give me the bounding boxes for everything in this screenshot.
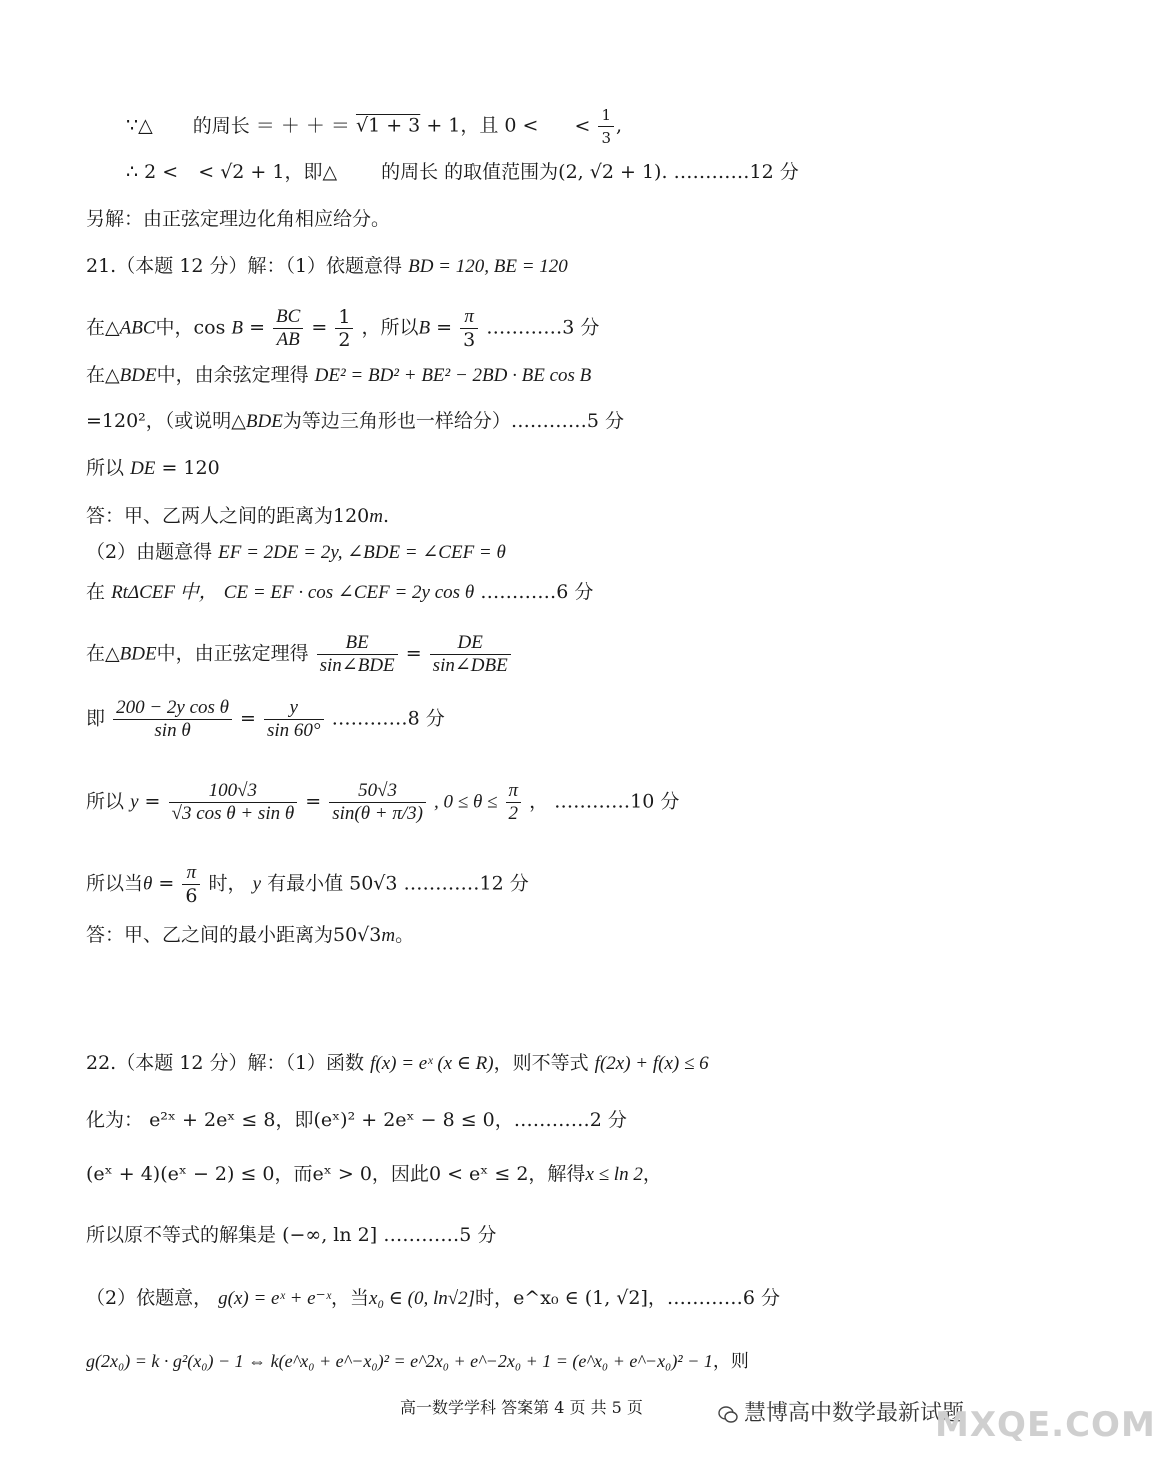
- text: 21.（本题 12 分）解：（1）依题意得: [86, 255, 403, 277]
- text: 的周长 的取值范围为(2, √2 + 1). …………12 分: [381, 161, 799, 183]
- text: 为等边三角形也一样给分）…………5 分: [282, 410, 624, 432]
- text: ，则不等式: [493, 1052, 589, 1074]
- text: =: [311, 316, 328, 339]
- score: ，…………6 分: [647, 1287, 781, 1309]
- fraction: $\frac{BE}{\text{sin∠BDE}}$: [317, 632, 398, 677]
- math: BD = 120, BE = 120: [408, 256, 568, 277]
- fraction: $\frac{BC}{AB}$: [273, 306, 303, 351]
- text: 所以原不等式的解集是: [86, 1224, 277, 1246]
- sine-law-line: [86, 632, 513, 677]
- math: 0 < eˣ ≤ 2: [428, 1163, 529, 1185]
- text: 答：甲、乙两人之间的距离为120: [86, 505, 370, 527]
- part2-setup-line: [86, 539, 506, 566]
- text: 化为：: [86, 1109, 144, 1131]
- text: （2）由题意得: [86, 541, 213, 563]
- text: 在△: [86, 642, 120, 665]
- q22-header: [86, 1050, 709, 1077]
- text: 。: [395, 924, 415, 946]
- text: 中，cos: [155, 316, 226, 339]
- math: Rt: [111, 582, 128, 603]
- text: ∵△: [126, 114, 153, 137]
- text: 在△: [86, 316, 120, 339]
- text: （2）依题意，: [86, 1287, 213, 1309]
- perimeter-line: [126, 104, 622, 149]
- text: =: [249, 316, 265, 339]
- text: < √2 + 1，即△: [198, 161, 338, 183]
- text: =120²，（或说明△: [86, 410, 246, 432]
- math: eˣ > 0: [312, 1163, 372, 1185]
- math: B: [418, 317, 431, 339]
- text: 有最小值 50√3 …………12 分: [267, 872, 529, 895]
- text: ∴ 2 <: [126, 161, 179, 183]
- score: ， …………10 分: [529, 790, 680, 813]
- text: =: [158, 872, 175, 895]
- fraction: $\frac{1}{2}$: [335, 306, 353, 351]
- text: 所以当: [86, 872, 144, 895]
- text: =: [305, 790, 322, 813]
- fraction: $\frac{\pi}{6}$: [182, 862, 200, 907]
- math: CE = EF · cos ∠CEF = 2y cos θ: [223, 582, 475, 603]
- text: 答：甲、乙之间的最小距离为50√3: [86, 924, 382, 946]
- inequality-transform-line: [86, 1107, 627, 1133]
- cosB-line: [86, 306, 599, 351]
- math: B: [231, 317, 244, 339]
- text: ,: [616, 114, 623, 137]
- text: ，而: [274, 1163, 313, 1185]
- y-expression-line: [86, 780, 679, 825]
- equivalence-line: [86, 1348, 749, 1375]
- solution-set-line: [86, 1222, 496, 1248]
- math: DE² = BD² + BE² − 2BD · BE cos B: [314, 365, 592, 386]
- math: x₀ ∈ (0, ln√2]: [369, 1288, 476, 1309]
- equilateral-note-line: [86, 408, 624, 435]
- fraction: $\frac{y}{\sin 60^\circ}$: [264, 697, 324, 742]
- factor-line: [86, 1161, 662, 1188]
- q21-header: [86, 253, 568, 280]
- math: y: [252, 873, 262, 895]
- math: (eˣ + 4)(eˣ − 2) ≤ 0: [86, 1163, 275, 1185]
- text: =: [405, 642, 422, 665]
- part2-g-line: [86, 1285, 780, 1312]
- text: =: [240, 707, 256, 730]
- text: ，所以: [361, 316, 419, 339]
- DE-result-line: [86, 455, 220, 482]
- math: ΔCEF 中，: [127, 582, 218, 603]
- text: =: [436, 316, 453, 339]
- math: m: [369, 506, 384, 527]
- min-value-line: [86, 862, 529, 907]
- fraction: $\frac{1}{3}$: [598, 104, 614, 149]
- text: + 1，且 0 <: [426, 114, 539, 137]
- text: 在△: [86, 364, 120, 386]
- watermark: [718, 1396, 964, 1427]
- math: DE: [130, 458, 156, 479]
- math: f(x) = eˣ (x ∈ R): [370, 1053, 494, 1074]
- text: .: [383, 505, 390, 527]
- text: 时，: [208, 872, 247, 895]
- math: √1 + 3: [355, 114, 421, 137]
- text: ，解得: [528, 1163, 586, 1185]
- fraction: $\frac{50√3}{\sin(\theta + \pi/3)}$: [329, 780, 426, 825]
- perimeter-range-line: [126, 159, 799, 185]
- math: BDE: [119, 365, 157, 386]
- CE-line: [86, 579, 593, 606]
- fraction: $\frac{DE}{\text{sin∠DBE}}$: [430, 632, 511, 677]
- fraction: $\frac{\pi}{2}$: [506, 780, 522, 825]
- text: 所以: [86, 457, 125, 479]
- math: e²ˣ + 2eˣ ≤ 8: [149, 1109, 276, 1131]
- text: 22.（本题 12 分）解：（1）函数: [86, 1052, 365, 1074]
- math: (−∞, ln 2]: [282, 1224, 378, 1246]
- page-footer: 高一数学学科 答案第 4 页 共 5 页: [400, 1398, 643, 1417]
- text: 所以: [86, 790, 125, 813]
- score: …………8 分: [331, 707, 445, 730]
- math: = 120: [161, 457, 220, 479]
- text: 在: [86, 581, 106, 603]
- math: (eˣ)² + 2eˣ − 8 ≤ 0: [313, 1109, 495, 1131]
- text: ，则: [712, 1351, 749, 1372]
- score: …………5 分: [383, 1224, 497, 1246]
- math: BDE: [245, 411, 283, 432]
- math: e^x₀ ∈ (1, √2]: [513, 1287, 648, 1309]
- score: …………3 分: [486, 316, 600, 339]
- score: ，…………2 分: [494, 1109, 627, 1131]
- watermark-text: 慧博高中数学最新试题: [744, 1401, 965, 1426]
- math: g(2x₀) = k · g²(x₀) − 1 ⇔ k(e^x₀ + e^−x₀)² = e^2x₀ + e^−2x₀ + 1 = (e^x₀ + e^−x₀)² − 1: [86, 1351, 713, 1371]
- text: 中，由余弦定理得: [156, 364, 309, 386]
- math: ABC: [119, 317, 156, 339]
- text: 的周长 ＝ ＋ ＋ ＝: [192, 114, 350, 137]
- wechat-icon: [718, 1405, 738, 1423]
- text: =: [144, 790, 161, 813]
- ratio-line: [86, 697, 445, 742]
- cosine-law-line: [86, 362, 591, 389]
- text: ，: [642, 1163, 662, 1185]
- math: EF = 2DE = 2y, ∠BDE = ∠CEF = θ: [218, 542, 506, 563]
- text: ，当: [331, 1287, 370, 1309]
- answer-2-line: [86, 922, 414, 949]
- answer-1-line: [86, 503, 389, 530]
- text: 时，: [475, 1287, 514, 1309]
- math: g(x) = eˣ + e⁻ˣ: [218, 1288, 331, 1309]
- text: 中，由正弦定理得: [156, 642, 309, 665]
- text: ，即: [275, 1109, 314, 1131]
- math: m: [381, 925, 396, 946]
- fraction: $\frac{\pi}{3}$: [460, 306, 478, 351]
- math: y: [130, 791, 139, 813]
- text: <: [574, 114, 591, 137]
- text: 即: [86, 707, 106, 730]
- math: θ: [143, 873, 153, 895]
- math: x ≤ ln 2: [585, 1164, 643, 1185]
- fraction: $\frac{100√3}{\text{√3 cos θ + sin θ}}$: [169, 780, 298, 825]
- score: …………6 分: [480, 581, 594, 603]
- fraction: $\frac{\text{200 − 2y cos θ}}{\text{sin θ}}$: [113, 697, 232, 742]
- math: , 0 ≤ θ ≤: [434, 791, 498, 813]
- watermark-site: MXQE.COM: [935, 1405, 1156, 1445]
- math: BDE: [119, 643, 157, 665]
- text: ，因此: [371, 1163, 429, 1185]
- math: f(2x) + f(x) ≤ 6: [594, 1053, 709, 1074]
- alt-solution-line: 另解：由正弦定理边化角相应给分。: [86, 208, 391, 230]
